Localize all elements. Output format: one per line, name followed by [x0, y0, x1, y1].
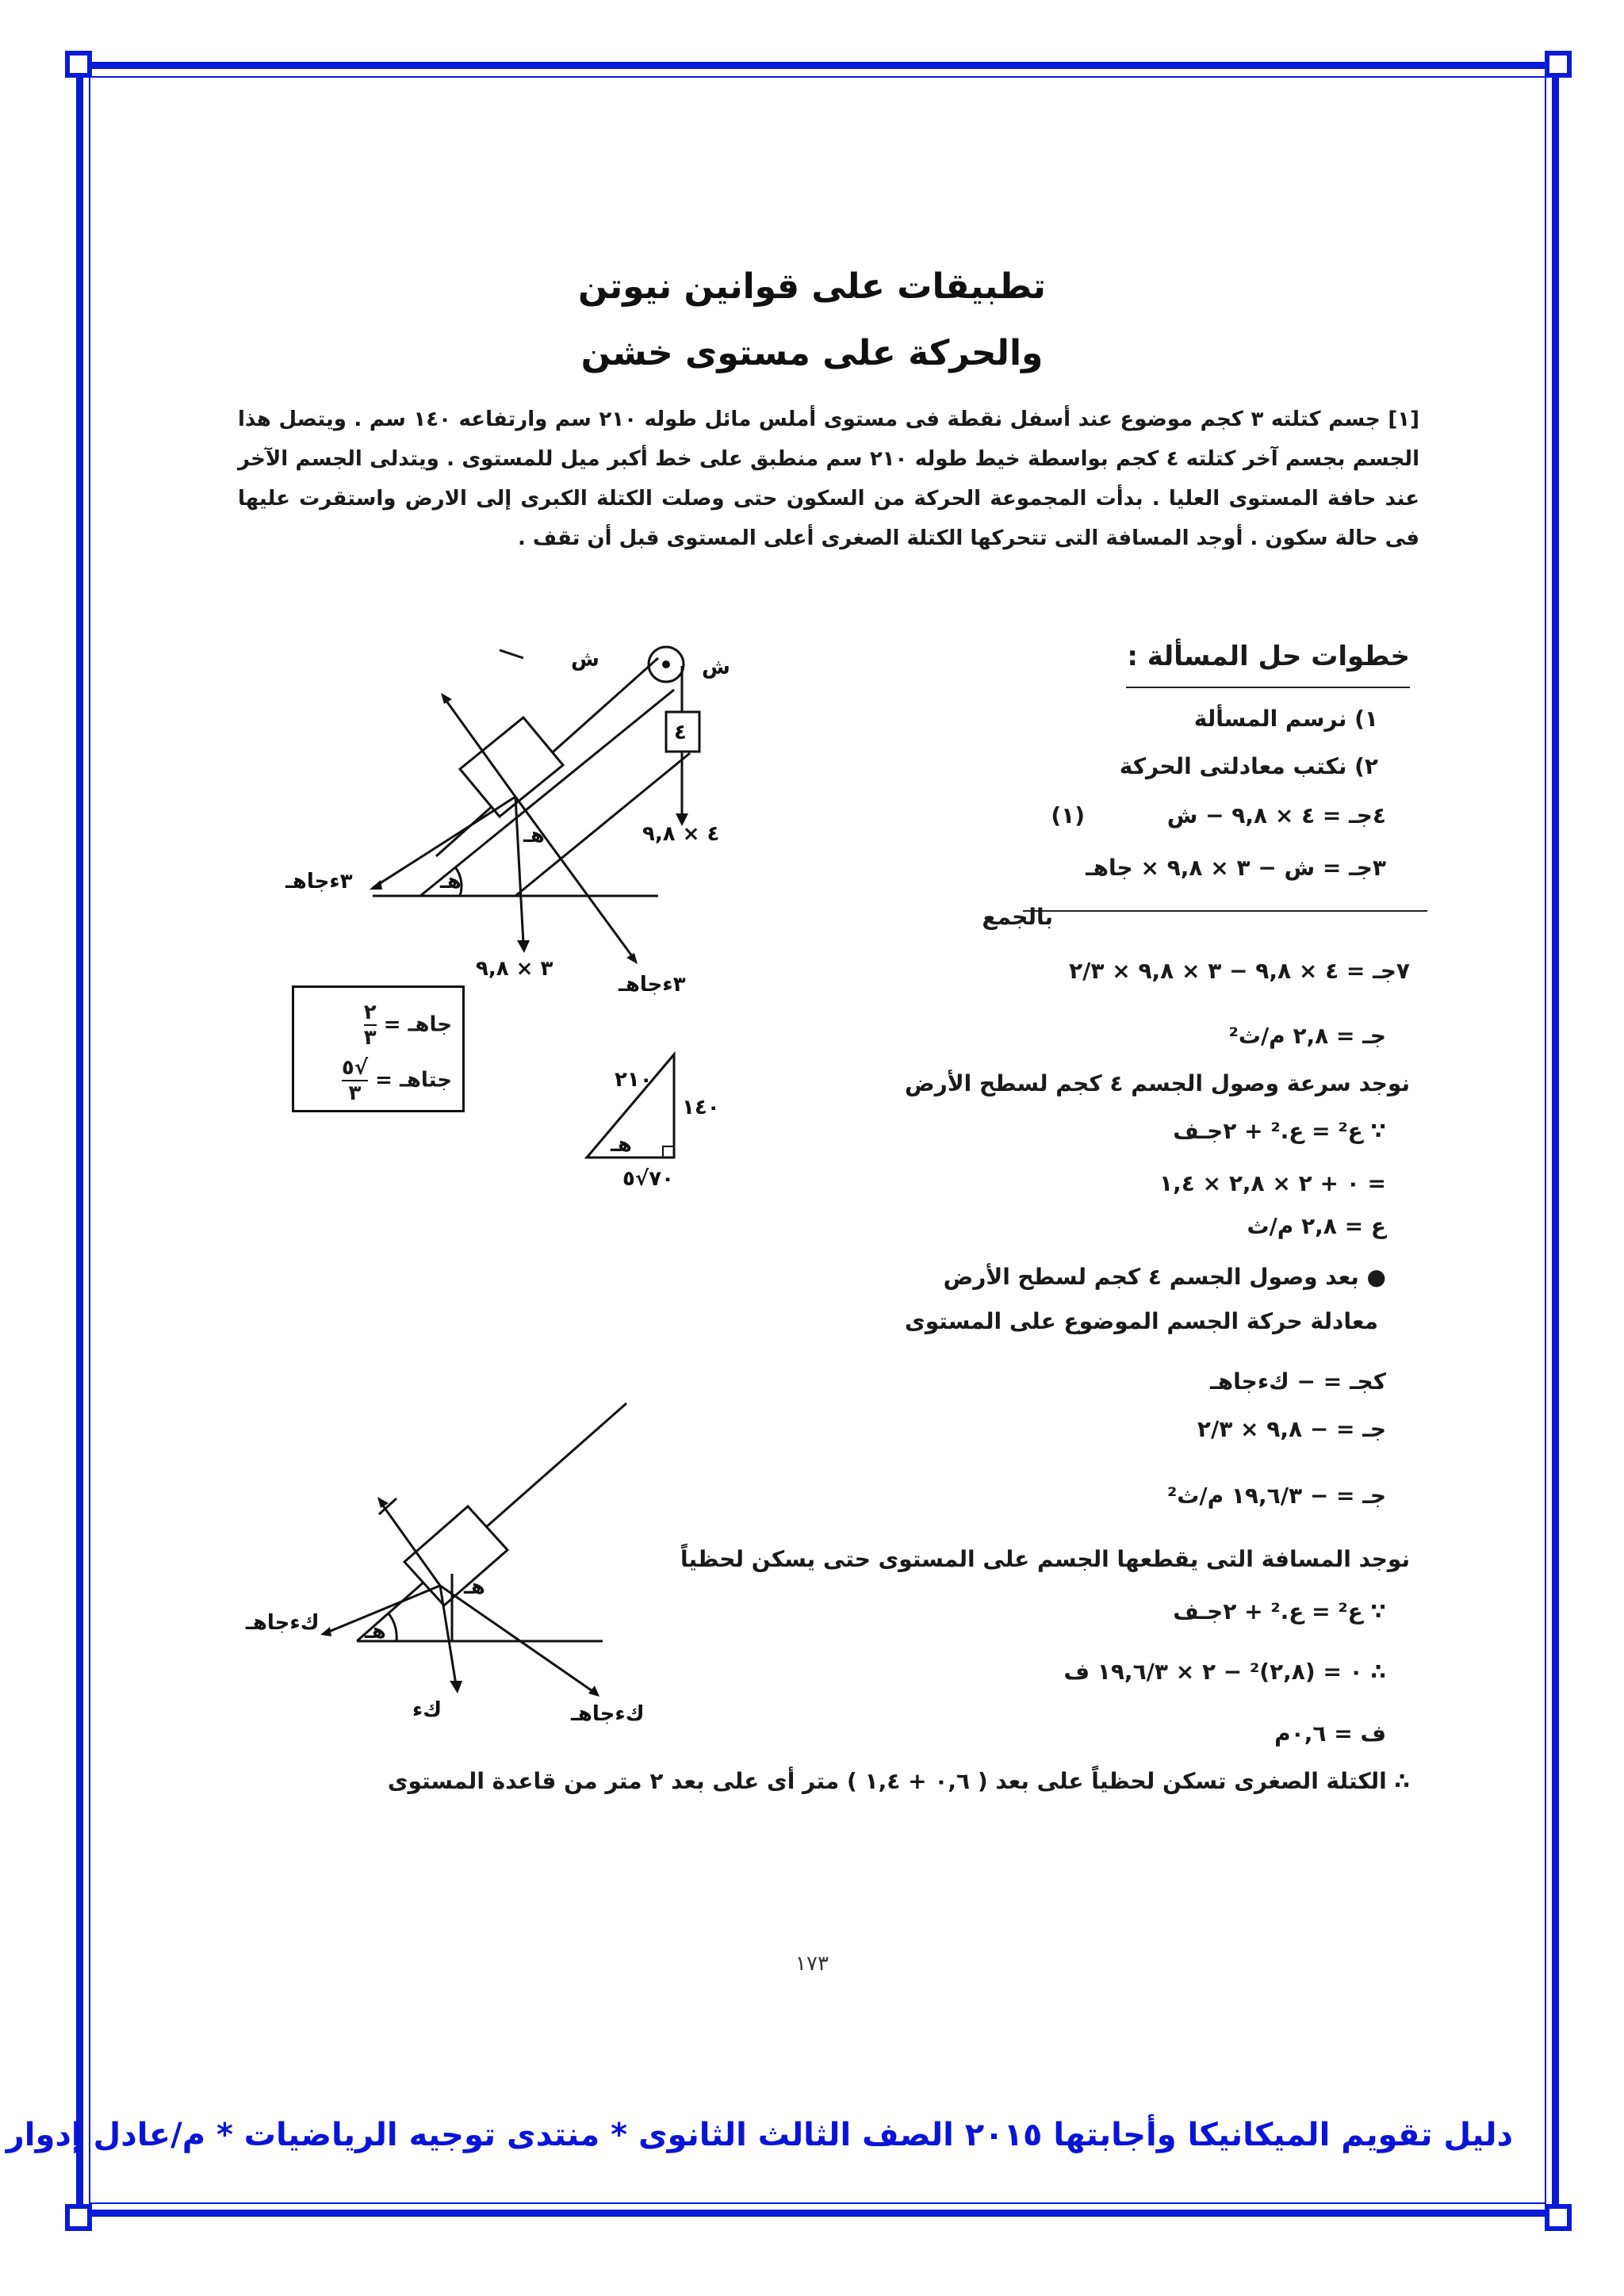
equation-9: جـ = − ٩,٨ × ٢/٣ [1197, 1416, 1386, 1442]
equation-4: جـ = ٢,٨ م/ث² [1228, 1023, 1386, 1049]
triangle-angle-label: هـ [611, 1133, 632, 1157]
corner-ornament [65, 2204, 92, 2231]
figure-incline-block [238, 1395, 650, 1728]
component-label-3: كءجاهـ [246, 1611, 320, 1635]
sine-denominator: ٣ [363, 1026, 377, 1050]
angle-label-2: هـ [523, 824, 545, 848]
problem-statement: [١] جسم كتلته ٣ كجم موضوع عند أسفل نقطة فى مستوى أملس مائل طوله ٢١٠ سم وارتفاعه ١٤٠ سم . ويتصل هذا الجسم بجسم آخر كتلته ٤ كجم بواسطة خيط طوله ٢١٠ سم منطبق على خط أكبر ميل للمستوى . ويتدلى الجسم الآخر عند حافة المستوى العليا . بدأت المجموعة الحركة من السكون حتى وصلت الكتلة الكبرى إلى الارض واستقرت عليها فى حالة سكون . أوجد المسافة التى تتحركها الكتلة الصغرى أعلى المستوى قبل أن تقف . [238, 408, 1419, 550]
weight-3-label: ٣ × ٩,٨ [476, 957, 553, 981]
opposite-label: ١٤٠ [682, 1096, 720, 1119]
tension-label-1: ش [571, 648, 599, 672]
cosine-numerator: √٥ [341, 1056, 369, 1080]
angle-label-4: هـ [464, 1575, 485, 1599]
component-label-1: ٣ءجاهـ [285, 870, 353, 894]
equation-6: = ٠ + ٢ × ٢,٨ × ١,٤ [1159, 1170, 1386, 1196]
angle-label-1: هـ [440, 870, 462, 894]
equation-12: ∴ ٠ = (٢,٨)² − ٢ × ١٩,٦/٣ ف [1063, 1659, 1386, 1685]
equation-11: ∵ ع² = ع.² + ٢جـف [1173, 1598, 1386, 1624]
tension-label-2: ش [702, 656, 730, 679]
bullet-text: ● بعد وصول الجسم ٤ كجم لسطح الأرض [943, 1264, 1386, 1290]
sine-row [301, 1001, 452, 1050]
sine-label: جاهـ = [383, 1012, 452, 1037]
weight-4-label: ٤ × ٩,٨ [642, 822, 720, 846]
cosine-row [301, 1056, 452, 1105]
equation-1: ٤جـ = ٤ × ٩,٨ − ش [1166, 802, 1386, 828]
page-subtitle: والحركة على مستوى خشن [580, 333, 1044, 373]
bullet-label: بعد وصول الجسم ٤ كجم لسطح الأرض [943, 1264, 1359, 1290]
distance-text: نوجد المسافة التى يقطعها الجسم على المستوى حتى يسكن لحظياً [680, 1546, 1410, 1572]
sum-line [1023, 910, 1427, 912]
page-title: تطبيقات على قوانين نيوتن [578, 266, 1046, 307]
adjacent-label: ٧٠√٥ [622, 1167, 674, 1191]
hypotenuse-label: ٢١٠ [615, 1068, 653, 1092]
cosine-label: جتاهـ = [375, 1068, 452, 1093]
equation-5: ∵ ع² = ع.² + ٢جـف [1173, 1118, 1386, 1144]
equation-3: ٧جـ = ٤ × ٩,٨ − ٣ × ٩,٨ × ٢/٣ [1069, 958, 1410, 984]
corner-ornament [65, 51, 92, 78]
equation-8: كجـ = − كءجاهـ [1210, 1368, 1386, 1395]
weight-label: كء [412, 1698, 442, 1722]
speed-text: نوجد سرعة وصول الجسم ٤ كجم لسطح الأرض [905, 1070, 1410, 1096]
page-number: ١٧٣ [795, 1952, 829, 1976]
conclusion: ∴ الكتلة الصغرى تسكن لحظياً على بعد ( ٠,٦ + ١,٤ ) متر أى على بعد ٢ متر من قاعدة المستوى [387, 1768, 1410, 1794]
component-label-4: كءجاهـ [571, 1702, 645, 1726]
step-1: ١) نرسم المسألة [1193, 706, 1378, 732]
sum-label: بالجمع [982, 904, 1053, 930]
equation-10: جـ = − ١٩,٦/٣ م/ث² [1166, 1483, 1386, 1509]
sine-numerator: ٢ [363, 1001, 377, 1024]
steps-header-underline [1126, 687, 1410, 688]
corner-ornament [1545, 51, 1572, 78]
hanging-mass-label: ٤ [674, 721, 687, 744]
component-label-2: ٣ءجاهـ [619, 973, 686, 997]
equation-1-number: (١) [1051, 802, 1085, 828]
step-2: ٢) نكتب معادلتى الحركة [1119, 753, 1378, 779]
corner-ornament [1545, 2204, 1572, 2231]
motion-text: معادلة حركة الجسم الموضوع على المستوى [905, 1308, 1378, 1334]
equation-7: ع = ٢,٨ م/ث [1247, 1213, 1386, 1239]
cosine-denominator: ٣ [348, 1081, 362, 1105]
equation-2: ٣جـ = ش − ٣ × ٩,٨ × جاهـ [1086, 855, 1386, 881]
figure-right-triangle [555, 1039, 761, 1205]
steps-header: خطوات حل المسألة : [1127, 641, 1410, 672]
figure-inclined-plane-pulley [262, 626, 737, 1007]
page-footer: دليل تقويم الميكانيكا وأجابتها ٢٠١٥ الصف الثالث الثانوى * منتدى توجيه الرياضيات * م/عادل إدوار [6, 2117, 1513, 2153]
equation-13: ف = ٠,٦م [1274, 1720, 1386, 1747]
angle-label-3: هـ [365, 1620, 386, 1644]
